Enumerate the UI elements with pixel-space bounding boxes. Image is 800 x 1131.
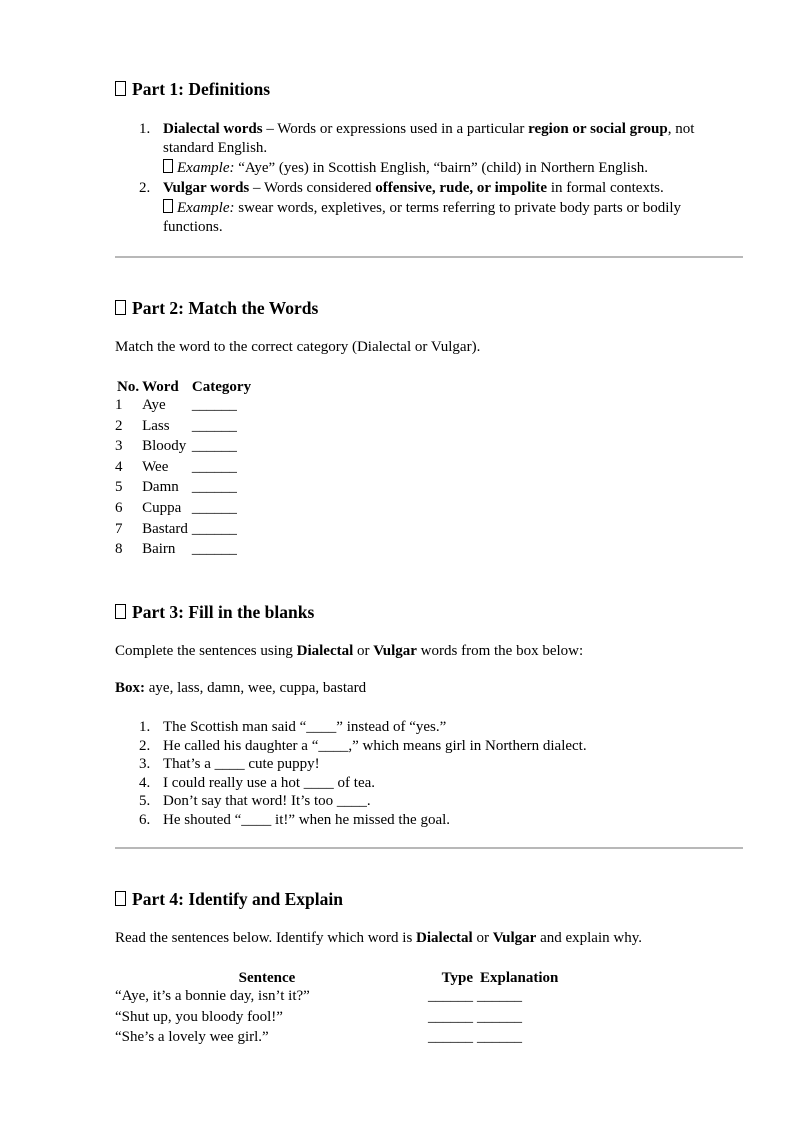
list-item	[115, 737, 743, 756]
definition-text: – Words considered	[249, 180, 376, 196]
sentence-text: He called his daughter a “____,” which means girl in Northern dialect.	[163, 737, 587, 754]
row-number: 5	[115, 479, 123, 496]
list-item	[115, 755, 743, 774]
instruction-text: words from the box below:	[416, 643, 584, 659]
table-row	[115, 479, 254, 500]
row-word: Bloody	[142, 438, 187, 455]
definition-text: , not standard English.	[163, 121, 695, 156]
category-blank[interactable]: ______	[191, 438, 237, 455]
example-text: “Aye” (yes) in Scottish English, “bairn” (child) in Northern English.	[234, 160, 649, 176]
row-word: Aye	[142, 397, 166, 413]
list-number: 6.	[139, 811, 151, 828]
explanation-blank[interactable]: ______	[477, 1029, 522, 1045]
part2-heading	[115, 298, 318, 319]
list-item	[115, 774, 743, 793]
table-row	[115, 459, 254, 480]
part4-instruction	[115, 930, 743, 947]
definition-text: – Words or expressions used in a particular	[262, 121, 529, 137]
term: Dialectal words	[163, 121, 263, 137]
list-number: 3.	[139, 756, 151, 773]
row-word: Bairn	[142, 541, 176, 558]
category-blank[interactable]: ______	[191, 397, 237, 413]
table-row	[115, 397, 254, 418]
definitions-list	[115, 120, 743, 237]
term: Vulgar words	[163, 180, 250, 196]
example-text: swear words, expletives, or terms referring to private body parts or bodily functions.	[163, 200, 682, 235]
example-line	[163, 159, 743, 178]
instruction-text: or	[353, 643, 374, 659]
word-box-label: Box:	[115, 680, 145, 696]
row-word: Bastard	[142, 520, 188, 537]
column-header-category: Category	[191, 378, 252, 395]
explanation-blank[interactable]: ______	[477, 988, 522, 1004]
category-blank[interactable]: ______	[191, 499, 237, 516]
instruction-text: or	[472, 930, 493, 946]
row-word: Cuppa	[142, 499, 182, 516]
match-table	[115, 377, 254, 562]
sentence-text: That’s a ____ cute puppy!	[163, 756, 320, 773]
part3-title: Part 3: Fill in the blanks	[132, 602, 315, 622]
column-header-sentence: Sentence	[238, 969, 296, 986]
row-word: Damn	[142, 479, 179, 496]
table-row	[115, 521, 254, 542]
sentence-cell: “Shut up, you bloody fool!”	[115, 1008, 283, 1025]
missing-glyph-icon	[163, 199, 173, 213]
list-number: 4.	[139, 774, 151, 791]
definition-text: in formal contexts.	[547, 180, 664, 196]
part1-title: Part 1: Definitions	[132, 79, 271, 99]
sentence-text: He shouted “____ it!” when he missed the goal.	[163, 811, 451, 828]
missing-glyph-icon	[115, 81, 126, 96]
category-blank[interactable]: ______	[191, 520, 237, 537]
part1-heading	[115, 79, 270, 100]
type-blank[interactable]: ______	[428, 1008, 473, 1025]
table-row	[115, 1029, 558, 1050]
table-row	[115, 438, 254, 459]
table-row	[115, 541, 254, 562]
row-number: 2	[115, 417, 123, 434]
list-item	[115, 120, 743, 178]
part3-heading	[115, 602, 314, 623]
definition-emphasis: offensive, rude, or impolite	[375, 180, 548, 196]
sentence-text: The Scottish man said “____” instead of “yes.”	[163, 719, 447, 735]
instruction-emphasis: Dialectal	[296, 643, 354, 659]
example-label: Example:	[177, 200, 235, 216]
missing-glyph-icon	[163, 159, 173, 173]
column-header-type: Type	[441, 969, 473, 986]
row-number: 7	[115, 520, 123, 537]
instruction-emphasis: Vulgar	[373, 643, 417, 659]
sentence-text: I could really use a hot ____ of tea.	[163, 774, 376, 791]
category-blank[interactable]: ______	[191, 541, 237, 558]
column-header-no: No.	[117, 378, 140, 395]
instruction-emphasis: Vulgar	[492, 930, 537, 946]
section-divider	[115, 847, 743, 849]
row-number: 4	[115, 458, 123, 475]
definition-emphasis: region or social group	[528, 121, 668, 137]
table-header-row	[115, 377, 254, 397]
type-blank[interactable]: ______	[428, 1029, 473, 1045]
row-number: 6	[115, 499, 123, 516]
list-number: 1.	[139, 719, 151, 735]
sentence-cell: “Aye, it’s a bonnie day, isn’t it?”	[115, 988, 310, 1004]
missing-glyph-icon	[115, 300, 126, 315]
row-word: Wee	[142, 458, 169, 475]
instruction-text: Read the sentences below. Identify which word is	[115, 930, 417, 946]
list-number: 2.	[139, 737, 151, 754]
example-label: Example:	[177, 160, 235, 176]
word-box-words: aye, lass, damn, wee, cuppa, bastard	[145, 680, 367, 696]
part2-title: Part 2: Match the Words	[132, 298, 319, 318]
column-header-word: Word	[142, 378, 179, 395]
fill-blanks-list	[115, 718, 743, 830]
list-item	[115, 718, 743, 737]
row-number: 1	[115, 397, 123, 413]
table-row	[115, 988, 558, 1009]
missing-glyph-icon	[115, 604, 126, 619]
section-divider	[115, 256, 743, 258]
column-header-explanation: Explanation	[480, 969, 559, 986]
instruction-text: and explain why.	[536, 930, 642, 946]
list-item	[115, 792, 743, 811]
row-number: 8	[115, 541, 123, 558]
word-box	[115, 680, 743, 697]
row-number: 3	[115, 438, 123, 455]
category-blank[interactable]: ______	[191, 417, 237, 434]
explanation-blank[interactable]: ______	[477, 1008, 522, 1025]
list-number: 5.	[139, 793, 151, 810]
instruction-emphasis: Dialectal	[416, 930, 473, 946]
part4-title: Part 4: Identify and Explain	[132, 889, 343, 909]
list-item	[115, 179, 743, 237]
sentence-text: Don’t say that word! It’s too ____.	[163, 793, 371, 810]
missing-glyph-icon	[115, 891, 126, 906]
identify-table	[115, 968, 558, 1050]
row-word: Lass	[142, 417, 170, 434]
sentence-cell: “She’s a lovely wee girl.”	[115, 1029, 269, 1045]
table-row	[115, 418, 254, 439]
part3-instruction	[115, 643, 743, 660]
example-line	[163, 199, 743, 237]
list-number: 2.	[139, 180, 151, 196]
table-row	[115, 500, 254, 521]
part4-heading	[115, 889, 343, 910]
table-row	[115, 1009, 558, 1030]
category-blank[interactable]: ______	[191, 458, 237, 475]
part2-instruction: Match the word to the correct category (Dialectal or Vulgar).	[115, 339, 481, 355]
table-header-row	[115, 968, 558, 988]
list-number: 1.	[139, 121, 151, 137]
category-blank[interactable]: ______	[191, 479, 237, 496]
instruction-text: Complete the sentences using	[115, 643, 297, 659]
type-blank[interactable]: ______	[428, 988, 473, 1004]
list-item	[115, 811, 743, 830]
